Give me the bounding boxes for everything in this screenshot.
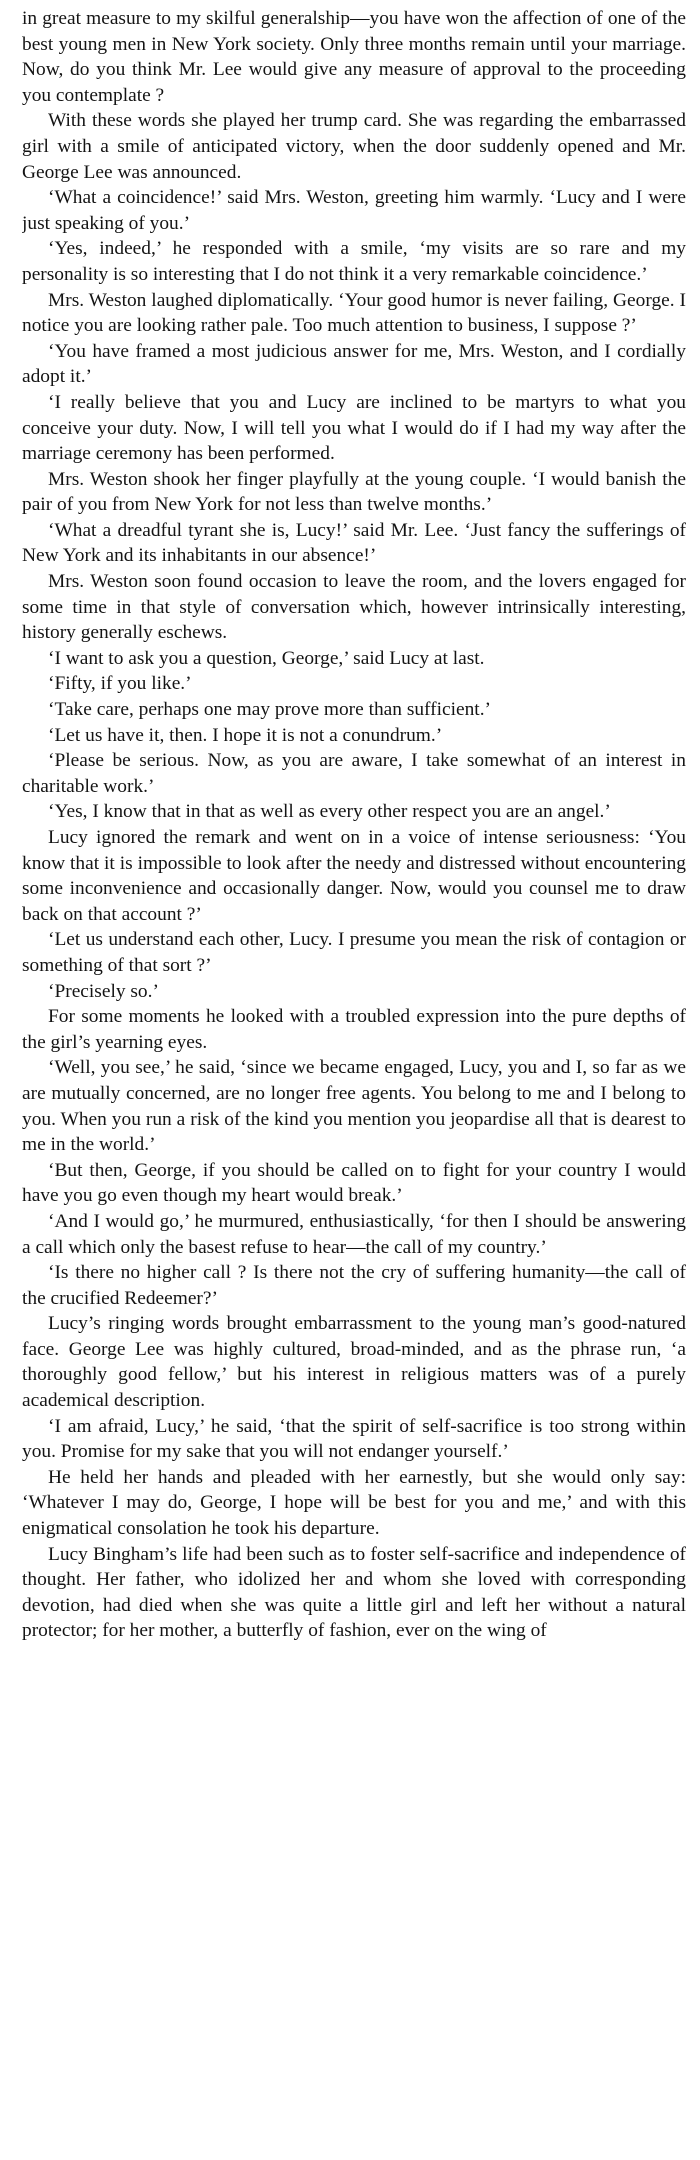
paragraph: Mrs. Weston soon found occasion to leave the room, and the lovers engaged for some time in that style of conversation which, however intrinsically interesting, history generally eschews. <box>22 571 686 644</box>
paragraph: Lucy’s ringing words brought embarrassment to the young man’s good-natured face. George Lee was highly cultured, broad-minded, and as the phrase run, ‘a thoroughly good fellow,’ but his interest in religious matters was of a purely academical description. <box>22 1313 686 1412</box>
paragraph: ‘Let us have it, then. I hope it is not a conundrum.’ <box>48 724 443 746</box>
paragraph: ‘What a coincidence!’ said Mrs. Weston, greeting him warmly. ‘Lucy and I were just speaking of you.’ <box>22 187 686 234</box>
paragraph: ‘Yes, indeed,’ he responded with a smile, ‘my visits are so rare and my personality is so interesting that I do not think it a very remarkable coincidence.’ <box>22 238 686 285</box>
paragraph: ‘Please be serious. Now, as you are aware, I take somewhat of an interest in charitable work.’ <box>22 750 686 797</box>
paragraph: ‘Well, you see,’ he said, ‘since we became engaged, Lucy, you and I, so far as we are mutually concerned, are no longer free agents. You belong to me and I belong to you. When you run a risk of the kind you mention you jeopardise all that is dearest to me in the world.’ <box>22 1057 686 1156</box>
paragraph: He held her hands and pleaded with her earnestly, but she would only say: ‘Whatever I may do, George, I hope will be best for you and me,’ and with this enigmatical consolation he took his departure. <box>22 1466 686 1540</box>
paragraph: Mrs. Weston shook her finger playfully at the young couple. ‘I would banish the pair of you from New York for not less than twelve months.’ <box>22 468 686 516</box>
paragraph: With these words she played her trump card. She was regarding the embarrassed girl with a smile of anticipated victory, when the door suddenly opened and Mr. George Lee was announced. <box>22 110 686 183</box>
paragraph: ‘Is there no higher call ? Is there not the cry of suffering humanity—the call of the crucified Redeemer?’ <box>22 1262 686 1309</box>
paragraph: ‘What a dreadful tyrant she is, Lucy!’ said Mr. Lee. ‘Just fancy the sufferings of New York and its inhabitants in our absence!’ <box>22 519 686 567</box>
paragraph: ‘I want to ask you a question, George,’ said Lucy at last. <box>48 647 485 669</box>
paragraph: ‘And I would go,’ he murmured, enthusiastically, ‘for then I should be answering a call which only the basest refuse to hear—the call of my country.’ <box>22 1210 686 1258</box>
paragraph: Lucy ignored the remark and went on in a voice of intense seriousness: ‘You know that it is impossible to look after the needy and distressed without encountering some inconvenience and occasionally danger. Now, would you counsel me to draw back on that account ?’ <box>22 827 686 925</box>
paragraph: For some moments he looked with a troubled expression into the pure depths of the girl’s yearning eyes. <box>22 1006 686 1053</box>
paragraph: ‘I am afraid, Lucy,’ he said, ‘that the spirit of self-sacrifice is too strong within you. Promise for my sake that you will not endanger yourself.’ <box>22 1415 686 1463</box>
paragraph: Mrs. Weston laughed diplomatically. ‘Your good humor is never failing, George. I notice you are looking rather pale. Too much attention to business, I suppose ?’ <box>22 289 686 337</box>
paragraph: ‘Fifty, if you like.’ <box>48 673 192 695</box>
paragraph: ‘Let us understand each other, Lucy. I presume you mean the risk of contagion or something of that sort ?’ <box>22 929 686 976</box>
paragraph: ‘Precisely so.’ <box>48 980 159 1002</box>
paragraph: ‘Take care, perhaps one may prove more than sufficient.’ <box>48 699 492 721</box>
paragraph: ‘I really believe that you and Lucy are inclined to be martyrs to what you conceive your duty. Now, I will tell you what I would do if I had my way after the marriage ceremony has been performed. <box>22 391 686 465</box>
paragraph: ‘You have framed a most judicious answer for me, Mrs. Weston, and I cordially adopt it.’ <box>22 340 686 388</box>
paragraph: in great measure to my skilful generalship—you have won the affection of one of the best young men in New York society. Only three months remain until your marriage. Now, do you think Mr. Lee would give any measure of approval to the proceeding you contemplate ? <box>22 8 686 106</box>
article-column <box>22 6 686 2156</box>
paragraph: ‘Yes, I know that in that as well as every other respect you are an angel.’ <box>48 801 611 823</box>
paragraph: Lucy Bingham’s life had been such as to foster self-sacrifice and independence of thought. Her father, who idolized her and whom she loved with corresponding devotion, had died when she was quite a little girl and left her without a natural protector; for her mother, a butterfly of fashion, ever on the wing of <box>22 1543 686 1642</box>
paragraph: ‘But then, George, if you should be called on to fight for your country I would have you go even though my heart would break.’ <box>22 1159 686 1207</box>
